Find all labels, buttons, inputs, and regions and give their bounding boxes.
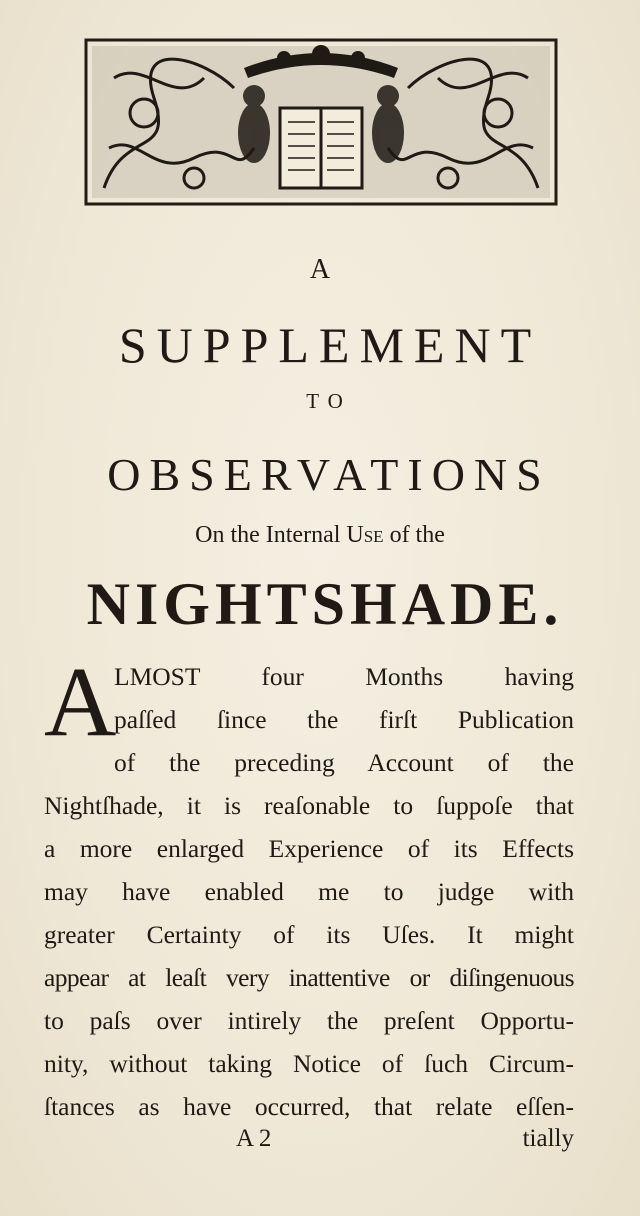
signature-mark: A 2 (236, 1125, 272, 1152)
body-line: may have enabled me to judge with (44, 877, 574, 906)
title-article: A (309, 254, 331, 285)
body-line: a more enlarged Experience of its Effects (44, 834, 574, 863)
body-line: paſſed ſince the firſt Publication (114, 705, 574, 734)
body-paragraph (44, 646, 574, 1128)
catchword: tially (522, 1125, 574, 1152)
subtitle-use: Use (346, 522, 384, 548)
body-line: appear at leaſt very inattentive or diſingenuous (44, 963, 574, 992)
body-line: LMOST four Months having (114, 662, 574, 691)
body-line: greater Certainty of its Uſes. It might (44, 920, 574, 949)
title-observations: OBSERVATIONS (107, 449, 551, 500)
body-line: nity, without taking Notice of ſuch Circum- (44, 1049, 574, 1078)
body-line: to paſs over intirely the preſent Opportu- (44, 1006, 574, 1035)
drop-cap: A (44, 646, 117, 757)
title-to: TO (306, 389, 352, 413)
title-subject: NIGHTSHADE. (86, 571, 564, 637)
subtitle-prefix: On the Internal (195, 522, 347, 548)
subtitle-suffix: of the (383, 522, 445, 548)
title-supplement: SUPPLEMENT (118, 317, 542, 373)
body-line: Nightſhade, it is reaſonable to ſuppoſe that (44, 791, 574, 820)
title-subtitle (0, 522, 640, 549)
woodcut-headpiece-ornament (84, 38, 558, 206)
body-line: of the preceding Account of the (114, 748, 574, 777)
body-line: ſtances as have occurred, that relate eſſen- (44, 1092, 574, 1121)
